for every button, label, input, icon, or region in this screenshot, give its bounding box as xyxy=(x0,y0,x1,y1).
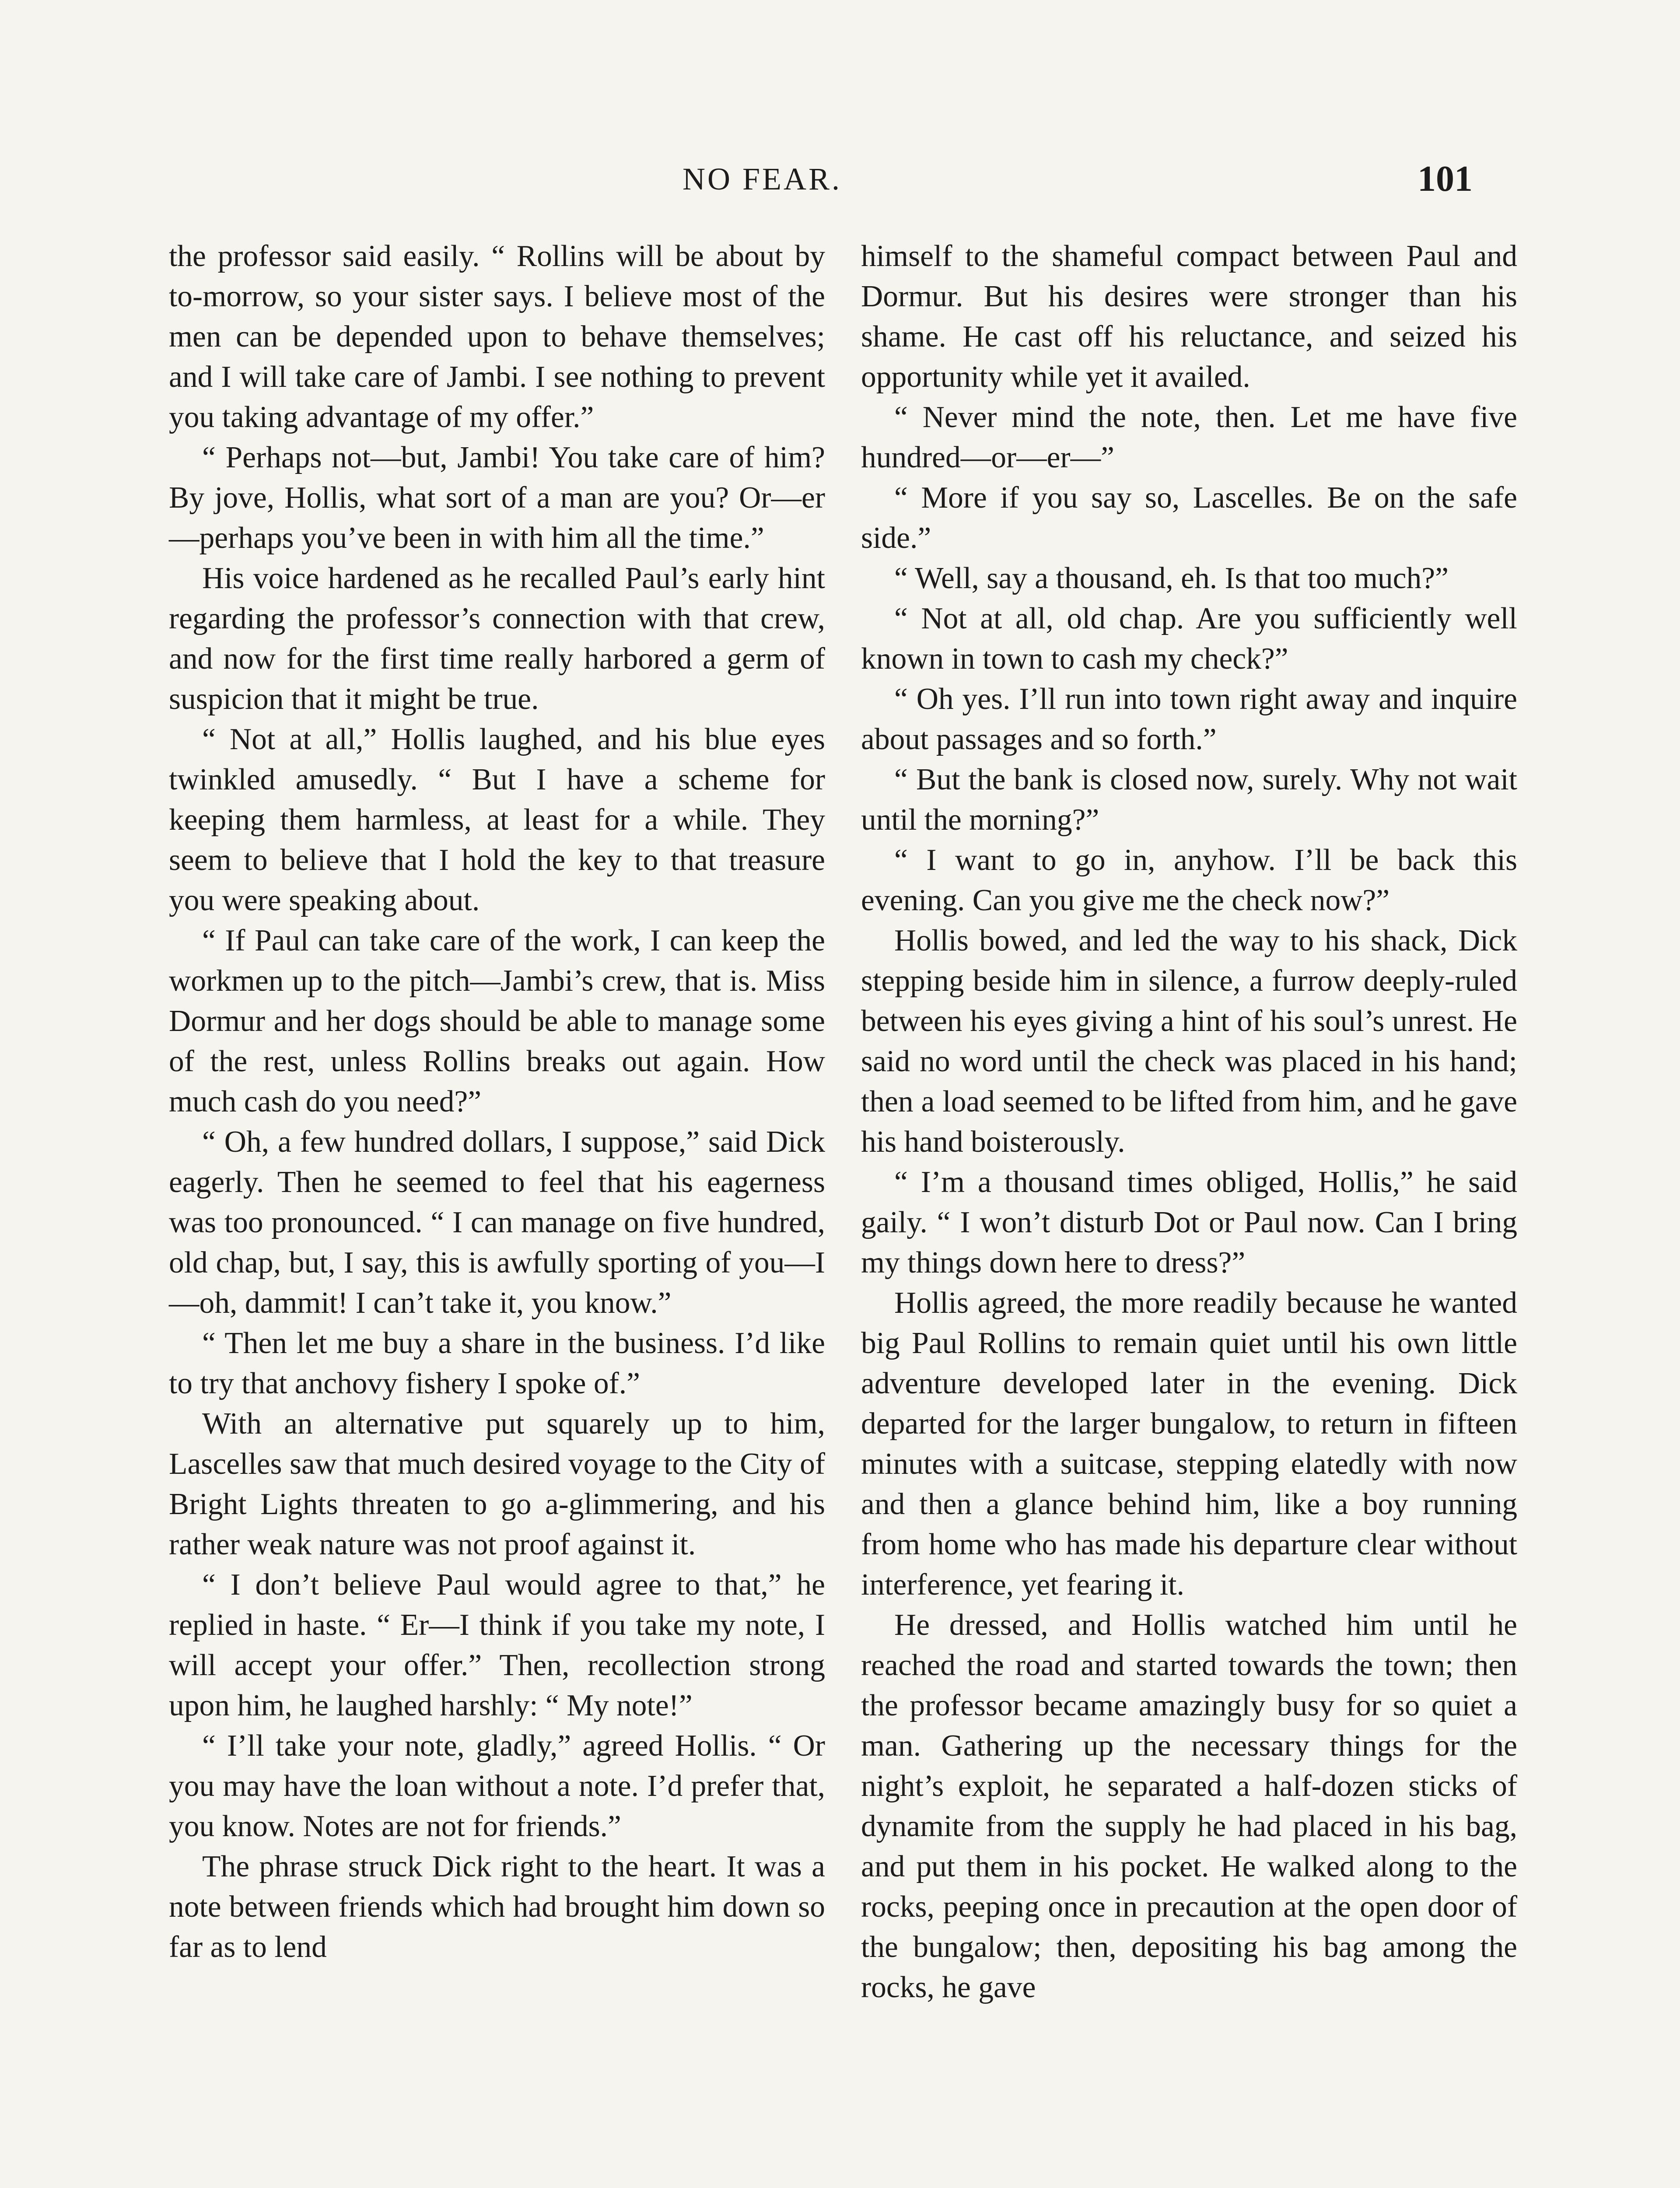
paragraph: Hollis agreed, the more readily because he wanted big Paul Rollins to remain quiet until his own little adventure developed later in the evening. Dick departed for the larger bungalow, to return in fifteen minutes with a suitcase, stepping elatedly with now and then a glance behind him, like a boy running from home who has made his departure clear without interference, yet fearing it. xyxy=(861,1286,1517,1602)
paragraph: “ I’ll take your note, gladly,” agreed Hollis. “ Or you may have the loan without a note. I’d prefer that, you know. Notes are not for friends.” xyxy=(169,1729,825,1843)
paragraph: “ Perhaps not—but, Jambi! You take care of him? By jove, Hollis, what sort of a man are you? Or—er—perhaps you’ve been in with him all the time.” xyxy=(169,441,825,555)
paragraph: Hollis bowed, and led the way to his shack, Dick stepping beside him in silence, a furrow deeply-ruled between his eyes giving a hint of his soul’s unrest. He said no word until the check was placed in his hand; then a load seemed to be lifted from him, and he gave his hand boisterously. xyxy=(861,924,1517,1159)
paragraph: himself to the shameful compact between Paul and Dormur. But his desires were stronger than his shame. He cast off his reluctance, and seized his opportunity while yet it availed. xyxy=(861,239,1517,394)
paragraph: “ Never mind the note, then. Let me have five hundred—or—er—” xyxy=(861,400,1517,474)
right-column xyxy=(861,236,1517,2008)
page-number: 101 xyxy=(1418,158,1473,199)
paragraph: He dressed, and Hollis watched him until he reached the road and started towards the town; then the professor became amazingly busy for so quiet a man. Gathering up the necessary things for the night’s exploit, he separated a half-dozen sticks of dynamite from the supply he had placed in his bag, and put them in his pocket. He walked along to the rocks, peeping once in precaution at the open door of the bungalow; then, depositing his bag among the rocks, he gave xyxy=(861,1608,1517,2004)
paragraph: “ But the bank is closed now, surely. Why not wait until the morning?” xyxy=(861,763,1517,837)
paragraph: “ Then let me buy a share in the business. I’d like to try that anchovy fishery I spoke of.” xyxy=(169,1326,825,1400)
paragraph: “ Not at all, old chap. Are you sufficiently well known in town to cash my check?” xyxy=(861,602,1517,676)
paragraph: “ Not at all,” Hollis laughed, and his blue eyes twinkled amusedly. “ But I have a scheme for keeping them harmless, at least for a while. They seem to believe that I hold the key to that treasure you were speaking about. xyxy=(169,722,825,917)
paragraph: the professor said easily. “ Rollins will be about by to-morrow, so your sister says. I believe most of the men can be depended upon to behave themselves; and I will take care of Jambi. I see nothing to prevent you taking advantage of my offer.” xyxy=(169,239,825,434)
paragraph: “ More if you say so, Lascelles. Be on the safe side.” xyxy=(861,481,1517,555)
paragraph: “ I don’t believe Paul would agree to that,” he replied in haste. “ Er—I think if you take my note, I will accept your offer.” Then, recollection strong upon him, he laughed harshly: “ My note!” xyxy=(169,1568,825,1722)
paragraph: “ If Paul can take care of the work, I can keep the workmen up to the pitch—Jambi’s crew, that is. Miss Dormur and her dogs should be able to manage some of the rest, unless Rollins breaks out again. How much cash do you need?” xyxy=(169,924,825,1119)
paragraph: “ I’m a thousand times obliged, Hollis,” he said gaily. “ I won’t disturb Dot or Paul now. Can I bring my things down here to dress?” xyxy=(861,1165,1517,1280)
paragraph: “ Oh yes. I’ll run into town right away and inquire about passages and so forth.” xyxy=(861,682,1517,756)
left-column xyxy=(169,236,825,1967)
paragraph: “ Oh, a few hundred dollars, I suppose,” said Dick eagerly. Then he seemed to feel that his eagerness was too pronounced. “ I can manage on five hundred, old chap, but, I say, this is awfully sporting of you—I—oh, dammit! I can’t take it, you know.” xyxy=(169,1125,825,1320)
running-title: NO FEAR. xyxy=(682,161,842,196)
paragraph: His voice hardened as he recalled Paul’s early hint regarding the professor’s connection with that crew, and now for the first time really harbored a germ of suspicion that it might be true. xyxy=(169,561,825,716)
paragraph: The phrase struck Dick right to the heart. It was a note between friends which had brought him down so far as to lend xyxy=(169,1850,825,1964)
paragraph: With an alternative put squarely up to him, Lascelles saw that much desired voyage to the City of Bright Lights threaten to go a-glimmering, and his rather weak nature was not proof against it. xyxy=(169,1407,825,1561)
paragraph: “ Well, say a thousand, eh. Is that too much?” xyxy=(894,561,1449,595)
paragraph: “ I want to go in, anyhow. I’ll be back this evening. Can you give me the check now?” xyxy=(861,843,1517,917)
